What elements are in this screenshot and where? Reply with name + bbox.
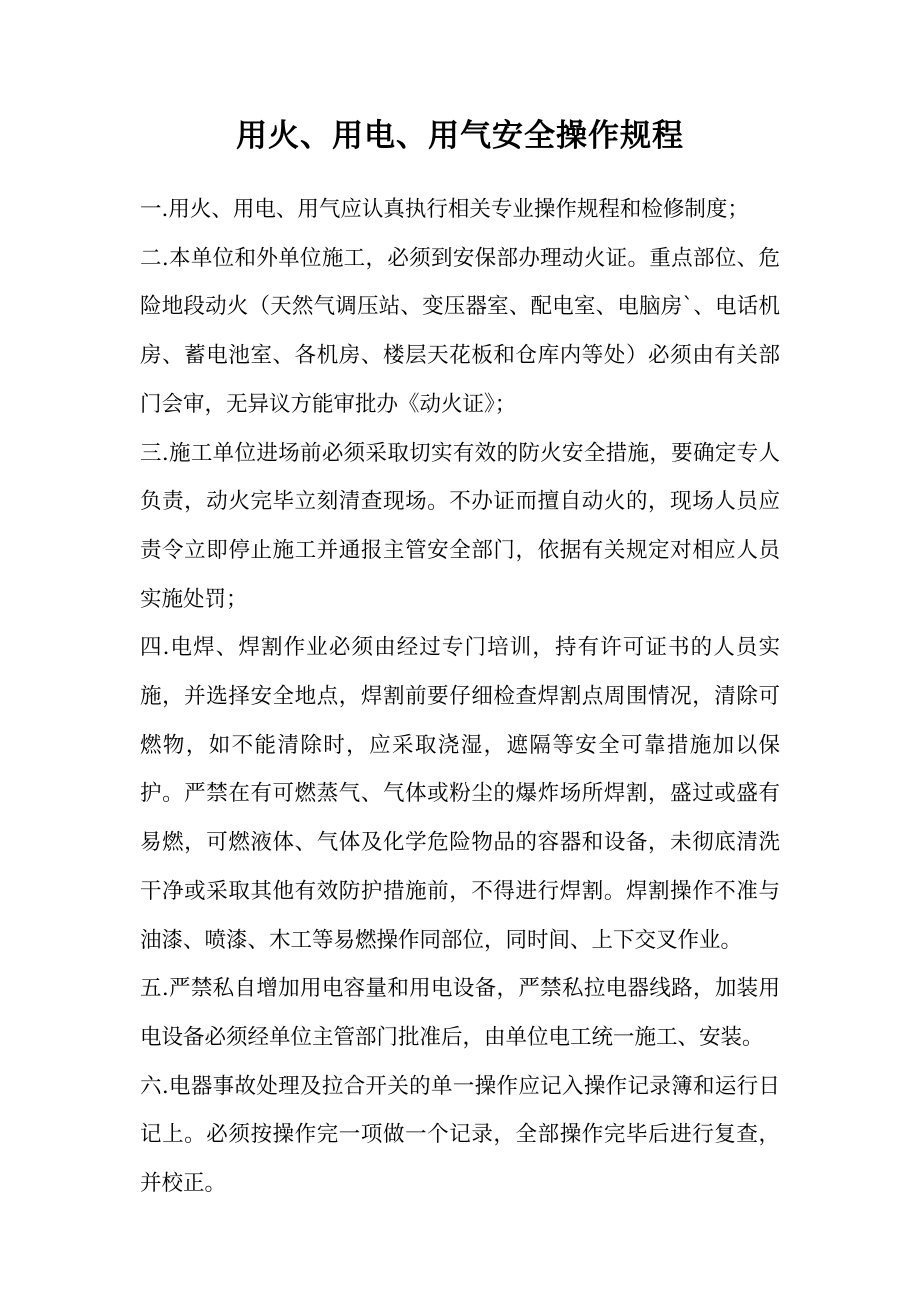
paragraph-3: 三.施工单位进场前必须采取切实有效的防火安全措施，要确定专人负责，动火完毕立刻清查现场。不办证而擅自动火的，现场人员应责令立即停止施工并通报主管安全部门，依据有关规定对相应人员实施处罚； bbox=[140, 440, 780, 612]
paragraph-4: 四.电焊、焊割作业必须由经过专门培训，持有许可证书的人员实施，并选择安全地点，焊割前要仔细检查焊割点周围情况，清除可燃物，如不能清除时，应采取浇湿，遮隔等安全可靠措施加以保护。严禁在有可燃蒸气、气体或粉尘的爆炸场所焊割，盛过或盛有易燃，可燃液体、气体及化学危险物品的容器和设备，未彻底清洗干净或采取其他有效防护措施前，不得进行焊割。焊割操作不准与油漆、喷漆、木工等易燃操作同部位，同时间、上下交叉作业。 bbox=[140, 635, 780, 953]
paragraph-6: 六.电器事故处理及拉合开关的单一操作应记入操作记录簿和运行日记上。必须按操作完一项做一个记录，全部操作完毕后进行复查，并校正。 bbox=[140, 1073, 780, 1197]
paragraph-1: 一.用火、用电、用气应认真执行相关专业操作规程和检修制度； bbox=[140, 197, 749, 222]
paragraph-5: 五.严禁私自增加用电容量和用电设备，严禁私拉电器线路，加装用电设备必须经单位主管部门批准后，由单位电工统一施工、安装。 bbox=[140, 976, 780, 1050]
document-title: 用火、用电、用气安全操作规程 bbox=[236, 118, 684, 154]
paragraph-2: 二.本单位和外单位施工，必须到安保部办理动火证。重点部位、危险地段动火（天然气调压站、变压器室、配电室、电脑房`、电话机房、蓄电池室、各机房、楼层天花板和仓库内等处）必须由有关部门会审，无异议方能审批办《动火证》； bbox=[140, 245, 780, 417]
document-body bbox=[140, 186, 780, 1209]
